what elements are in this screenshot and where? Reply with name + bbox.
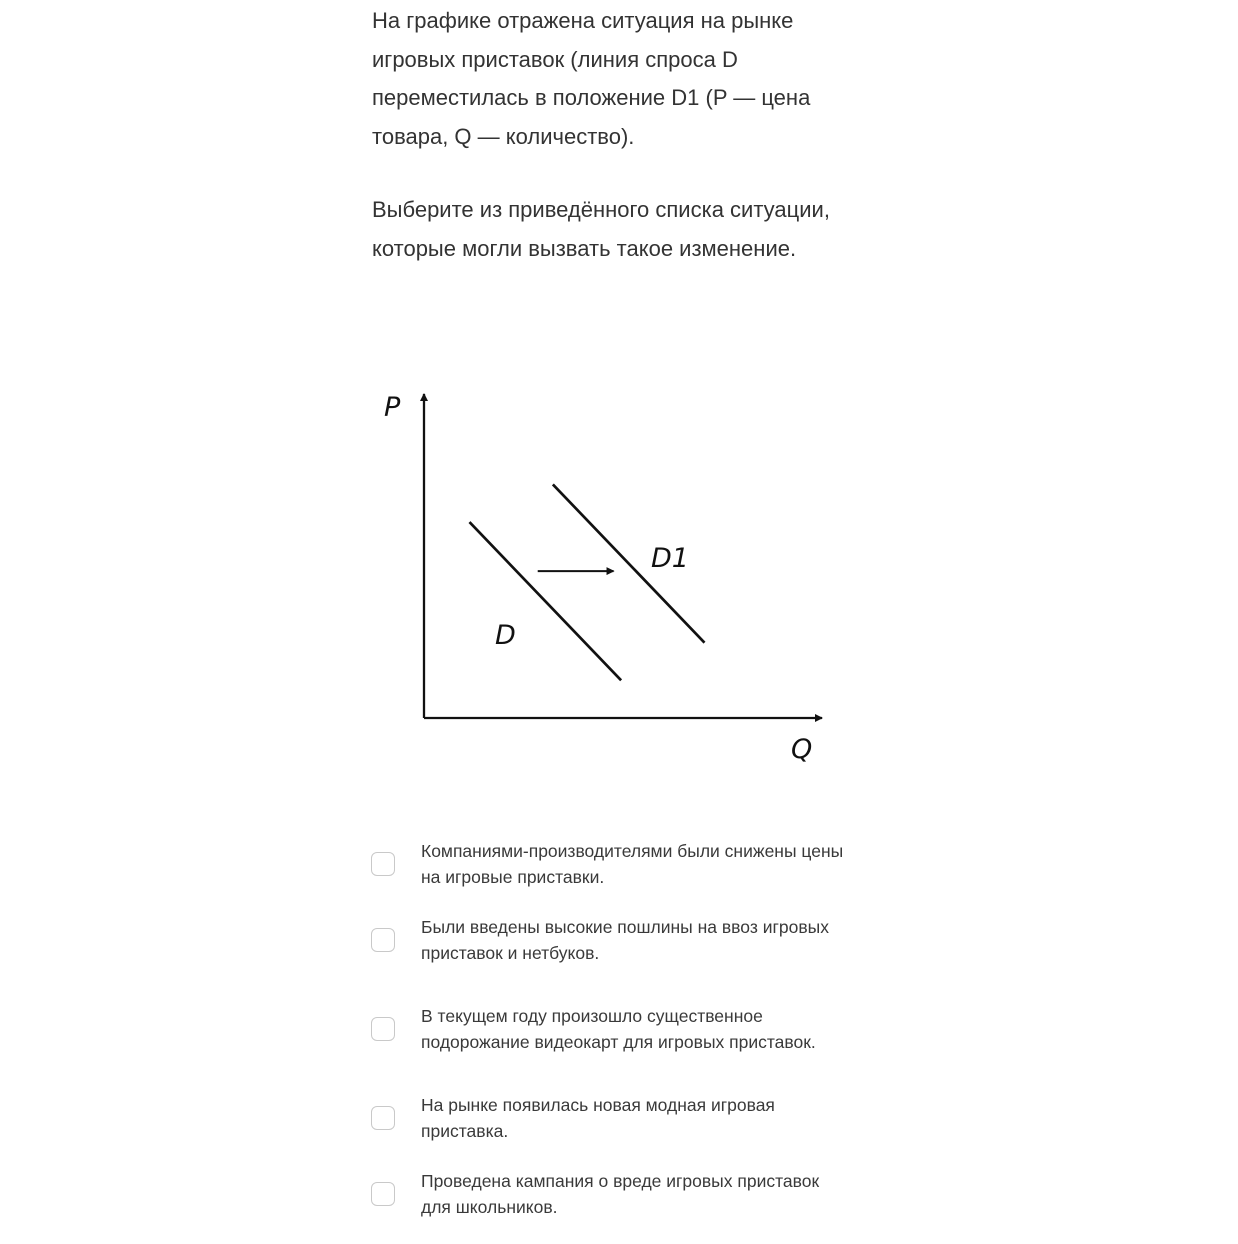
answer-option-1[interactable] (370, 838, 870, 890)
answer-option-5[interactable] (370, 1168, 870, 1220)
checkbox-5[interactable] (371, 1182, 395, 1206)
checkbox-1[interactable] (371, 852, 395, 876)
answer-option-4-text: На рынке появилась новая модная игровая приставка. (421, 1095, 775, 1141)
question-paragraph-2: Выберите из приведённого списка ситуации, которые могли вызвать такое изменение. (372, 197, 830, 261)
label-d: D (495, 620, 516, 651)
answer-options (370, 838, 870, 1244)
demand-line-d (469, 522, 621, 680)
checkbox-2[interactable] (371, 928, 395, 952)
question-paragraph-1: На графике отражена ситуация на рынке игровых приставок (линия спроса D переместилась в положение D1 (P — цена товара, Q — количество). (372, 8, 811, 149)
x-axis-label: Q (791, 734, 813, 765)
checkbox-3[interactable] (371, 1017, 395, 1041)
answer-option-2[interactable] (370, 914, 870, 966)
answer-option-4[interactable] (370, 1092, 870, 1144)
demand-shift-chart (370, 380, 850, 790)
y-axis-label: P (384, 392, 401, 423)
checkbox-4[interactable] (371, 1106, 395, 1130)
answer-option-3[interactable] (370, 990, 870, 1068)
label-d1: D1 (651, 543, 689, 574)
answer-option-1-text: Компаниями-производителями были снижены цены на игровые приставки. (421, 841, 844, 887)
answer-option-5-text: Проведена кампания о вреде игровых приставок для школьников. (421, 1171, 820, 1217)
answer-option-2-text: Были введены высокие пошлины на ввоз игровых приставок и нетбуков. (421, 917, 829, 963)
answer-option-3-text: В текущем году произошло существенное подорожание видеокарт для игровых приставок. (421, 1006, 816, 1052)
